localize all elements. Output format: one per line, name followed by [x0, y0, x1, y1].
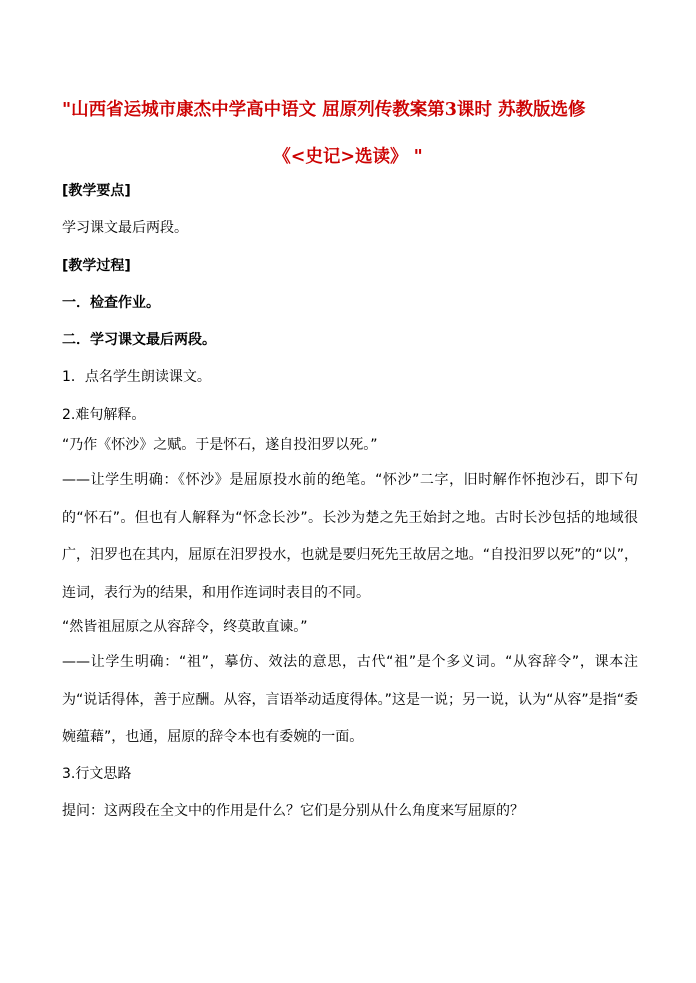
document-title-line2: 《<史记>选读》 "	[273, 147, 423, 167]
explanation-2: ——让学生明确：“祖”，摹仿、效法的意思，古代“祖”是个多义词。“从容辞令”，课本注为“说话得体，善于应酬。从容，言语举动适度得体。”这是一说；另一说，认为“从容”是指“委婉蕴藉”，也通，屈原的辞令本也有委婉的一面。	[62, 654, 638, 746]
process-heading: [教学过程]	[62, 258, 131, 274]
explanation-1: ——让学生明确：《怀沙》是屈原投水前的绝笔。“怀沙”二字，旧时解作怀抱沙石，即下句的“怀石”。但也有人解释为“怀念长沙”。长沙为楚之先王始封之地。古时长沙包括的地域很广，汨罗也在其内，屈原在汨罗投水，也就是要归死先王故居之地。“自投汨罗以死”的“以”，连词，表行为的结果，和用作连词时表目的不同。	[62, 472, 638, 602]
key-points-heading: [教学要点]	[62, 183, 131, 199]
quote-1: “乃作《怀沙》之赋。于是怀石，遂自投汨罗以死。”	[62, 437, 378, 453]
step-1: 一．检查作业。	[62, 295, 160, 311]
item-3: 3.行文思路	[62, 766, 132, 782]
document-title-line1: "山西省运城市康杰中学高中语文 屈原列传教案第3课时 苏教版选修	[62, 100, 586, 120]
question: 提问：这两段在全文中的作用是什么？它们是分别从什么角度来写屈原的？	[62, 803, 524, 819]
item-2: 2.难句解释。	[62, 407, 146, 423]
key-points-text: 学习课文最后两段。	[62, 220, 188, 236]
item-1: 1．点名学生朗读课文。	[62, 369, 211, 385]
step-2: 二．学习课文最后两段。	[62, 332, 216, 348]
quote-2: “然皆祖屈原之从容辞令，终莫敢直谏。”	[62, 619, 308, 635]
